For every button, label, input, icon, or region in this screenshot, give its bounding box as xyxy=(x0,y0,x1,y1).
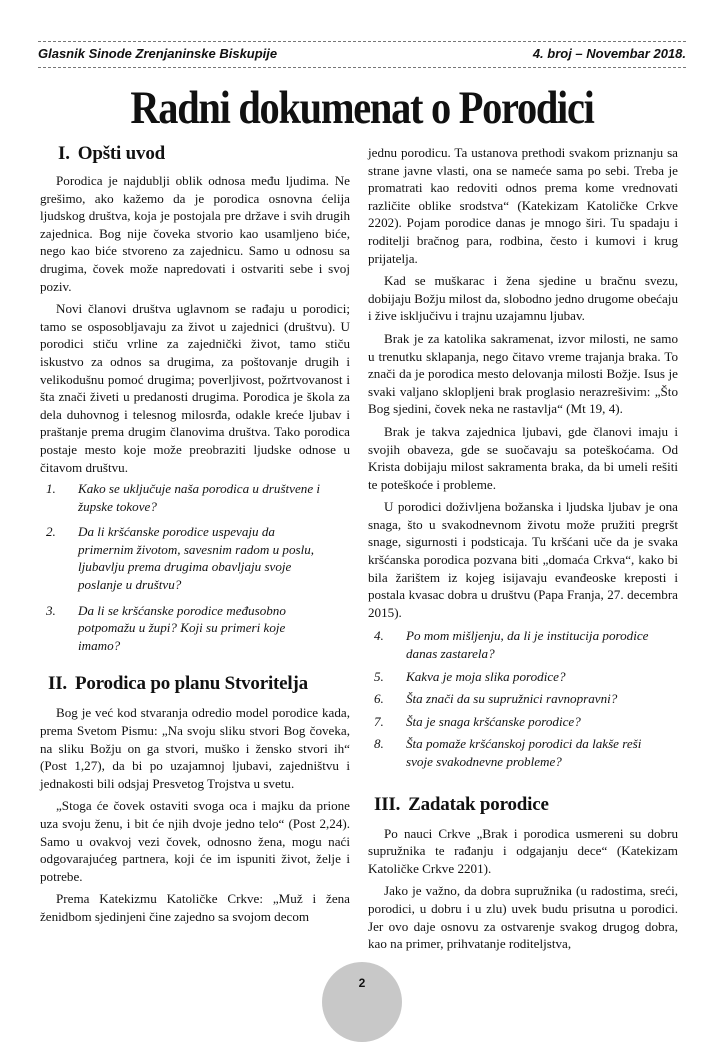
paragraph: „Stoga će čovek ostaviti svoga oca i majku da prione uza svoju ženu, i bit će njih dvoje jedno telo“ (Post 2,24). Samo u ovakvoj vezi čovek, odnosno žena, mogu naći odgovarajućeg partnera, koji će im ispuniti život, želje i potrebe. xyxy=(40,798,350,884)
paragraph: Kad se muškarac i žena sjedine u bračnu svezu, dobijaju Božju milost da, slobodno jedno drugome obećaju i žive isključivu i trajnu uzajamnu ljubav. xyxy=(368,273,678,324)
question-number: 7. xyxy=(374,713,384,729)
page-number-tab xyxy=(322,962,402,1042)
paragraph: Bog je već kod stvaranja odredio model porodice kada, prema Svetom Pismu: „Na svoju sliku stvori Bog čoveka, na sliku Božju on ga stvori, muško i žensko stvori ih“ (Post 1,27), da bi po uzajamnoj ljubavi, zajedništvu i jednakosti bili odsjaj Presvetog Trojstva u svetu. xyxy=(40,705,350,791)
question-number: 4. xyxy=(374,628,384,644)
left-column xyxy=(40,142,350,926)
issue-date: 4. broj – Novembar 2018. xyxy=(532,46,686,61)
question-number: 8. xyxy=(374,736,384,752)
paragraph: Porodica je najdublji oblik odnosa među ljudima. Ne grešimo, ako kažemo da je porodica osnovna ćelija ljudskog društva, koja je postojala pre države i svih drugih zajednica. Bog nije čoveka stvorio kao usamljeno biće, nego kao biće stvoreno za zajednicu. Samo u odnosu sa drugima, čovek može napredovati i ostvariti sebe i svoj poziv. xyxy=(40,173,350,294)
question-item xyxy=(368,627,678,662)
section-number: II. xyxy=(48,673,67,695)
question-text: Po mom mišljenju, da li je institucija porodice danas zastarela? xyxy=(406,628,649,662)
question-number: 2. xyxy=(46,524,56,540)
page-number: 2 xyxy=(358,976,366,990)
question-text: Da li se kršćanske porodice međusobno potpomažu u župi? Koji su primeri koje imamo? xyxy=(78,602,286,653)
question-item xyxy=(40,523,350,593)
publication-name: Glasnik Sinode Zrenjaninske Biskupije xyxy=(38,46,278,61)
paragraph: Prema Katekizmu Katoličke Crkve: „Muž i žena ženidbom sjedinjeni čine zajedno sa svojom decom xyxy=(40,891,350,924)
question-item xyxy=(368,668,678,686)
question-item xyxy=(368,713,678,731)
question-item xyxy=(368,735,678,770)
section-number: I. xyxy=(58,143,70,164)
question-text: Kako se uključuje naša porodica u društvene i župske tokove? xyxy=(78,481,321,514)
section-title: Opšti uvod xyxy=(77,143,165,164)
paragraph: Po nauci Crkve „Brak i porodica usmereni su dobru supružnika te rađanju i odgajanju dece“ (Katekizam Katoličke Crkve 2201). xyxy=(368,825,678,876)
question-number: 5. xyxy=(374,668,384,684)
paragraph: Jako je važno, da dobra supružnika (u radostima, sreći, porodici, u dobru i u zlu) uvek budu prisutna u porodici. Jer ovo daje osnovu za ostvarenje svakog drugog dobra, kao na primer, prihvatanje roditeljstva, xyxy=(368,883,678,952)
question-text: Šta je snaga kršćanske porodice? xyxy=(406,713,581,729)
running-header xyxy=(38,46,686,64)
document-title: Radni dokumenat o Porodici xyxy=(130,82,594,134)
question-text: Da li kršćanske porodice uspevaju da primernim životom, savesnim radom u poslu, ljubavlju prema drugima obavljaju svoje poslanje u društvu? xyxy=(78,524,315,593)
section-heading-1 xyxy=(58,142,350,166)
question-text: Šta pomaže kršćanskoj porodici da lakše reši svoje svakodnevne probleme? xyxy=(406,736,642,769)
question-list xyxy=(368,627,678,770)
header-bottom-rule xyxy=(38,67,686,68)
paragraph: Brak je takva zajednica ljubavi, gde članovi imaju i svojih obaveza, gde se suočavaju sa poteškoćama. Od Krista dobijaju milost sakramenta braka, da bi umeli rešiti te poteškoće i probleme. xyxy=(368,423,678,492)
right-column xyxy=(368,144,678,953)
question-text: Kakva je moja slika porodice? xyxy=(406,668,566,684)
header-top-rule xyxy=(38,41,686,42)
section-title: Porodica po planu Stvoritelja xyxy=(74,673,308,695)
section-heading-2 xyxy=(48,672,350,696)
question-item xyxy=(40,602,350,655)
paragraph: Novi članovi društva uglavnom se rađaju u porodici; tamo se osposobljavaju za život u zajednici (društvu). U porodici stiču vrline za zajednički život, tamo stiču iskustvo za odnos sa drugima, za poštovanje drugih i velikodušnu pomoć drugima; poverljivost, požrtvovanost i šta znači živeti u predanosti drugima. Porodica je škola za dela duhovnog i telesnog milosrđa, odakle kreće ljubav i praštanje prema drugim članovima društva. Tako porodica postaje mesto koje može preobraziti ljudske odnose u čitavom društvu. xyxy=(40,301,350,475)
question-item xyxy=(40,480,350,515)
section-heading-3 xyxy=(374,793,678,817)
question-number: 1. xyxy=(46,481,56,497)
section-number: III. xyxy=(374,793,401,815)
question-number: 3. xyxy=(46,602,56,618)
paragraph-continued: jednu porodicu. Ta ustanova prethodi svakom priznanju sa strane javne vlasti, ona se nameće sama po sebi. Treba je promatrati kao redoviti odnos prema kome vrednovati različite oblike srodstva“ (Katekizam Katoličke Crkve 2202). Pojam porodice danas je mnogo širi. Tu spadaju i roditelji bračnog para, rodbina, često i kumovi i krug prijatelja. xyxy=(368,145,678,266)
paragraph: U porodici doživljena božanska i ljudska ljubav je ona snaga, što u svakodnevnom životu može pružiti pregršt snage, sigurnosti i podsticaja. Tu kršćani uče da je svaka kršćanska porodica pozvana biti „domaća Crkva“, kako bi bila žarištem iz kojeg isijavaju evanđeoske kreposti i postala kvasac dobra u društvu (Papa Franja, 27. decembra 2015). xyxy=(368,499,678,620)
paragraph: Brak je za katolika sakramenat, izvor milosti, ne samo u trenutku sklapanja, nego čitavo vreme trajanja braka. To znači da je porodica mesto delovanja milosti Božje. Isus je svaki valjano sklopljeni brak proglasio nerazrešivim: „Što Bog sjedini, čovek neka ne rastavlja“ (Mt 19, 4). xyxy=(368,330,678,417)
question-item xyxy=(368,690,678,708)
question-list xyxy=(40,480,350,654)
question-number: 6. xyxy=(374,691,384,707)
question-text: Šta znači da su supružnici ravnopravni? xyxy=(406,691,618,707)
section-title: Zadatak porodice xyxy=(408,793,549,815)
